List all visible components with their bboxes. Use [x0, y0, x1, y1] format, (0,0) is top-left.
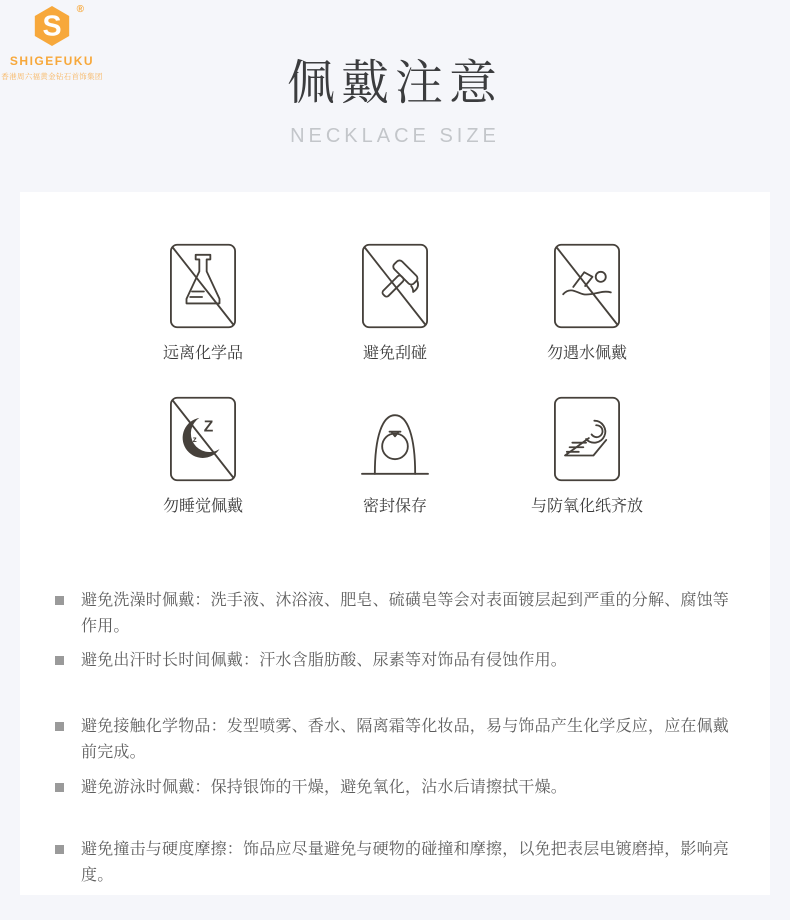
note-text: 避免游泳时佩戴：保持银饰的干燥，避免氧化，沾水后请擦拭干燥。: [81, 779, 568, 796]
icon-label: 勿睡觉佩戴: [162, 498, 243, 515]
section-header: [0, 44, 790, 148]
note-item: [55, 588, 745, 640]
note-item: [55, 775, 745, 801]
icon-label: 远离化学品: [162, 345, 243, 362]
brand-name: SHIGEFUKU: [9, 54, 95, 68]
icon-cell-no-scratch: [299, 242, 491, 365]
icon-cell-no-sleep: [107, 395, 299, 518]
no-chemicals-icon: [168, 242, 238, 330]
icon-cell-anti-oxidation-paper: [491, 395, 683, 518]
note-text: 避免出汗时长时间佩戴：汗水含脂肪酸、尿素等对饰品有侵蚀作用。: [81, 652, 568, 669]
logo-hexagon-icon: [32, 4, 84, 47]
icon-label: 与防氧化纸齐放: [530, 498, 643, 515]
note-item: [55, 837, 745, 889]
care-card: [20, 192, 770, 895]
bullet-marker-icon: [55, 656, 64, 665]
logo-letter: S: [42, 10, 62, 43]
icon-label: 避免刮碰: [362, 345, 427, 362]
note-item: [55, 714, 745, 766]
icon-label: 密封保存: [362, 498, 427, 515]
page-title: 佩戴注意: [286, 57, 503, 110]
icon-cell-no-water: [491, 242, 683, 365]
registered-mark-icon: ®: [76, 4, 84, 15]
z-small-glyph: z: [192, 434, 197, 444]
bullet-marker-icon: [55, 845, 64, 854]
note-text: 避免撞击与硬度摩擦：饰品应尽量避免与硬物的碰撞和摩擦，以免把表层电镀磨掉，影响亮度。: [81, 841, 730, 884]
note-text: 避免接触化学物品：发型喷雾、香水、隔离霜等化妆品，易与饰品产生化学反应，应在佩戴前完成。: [81, 718, 730, 761]
sealed-storage-icon: [360, 395, 430, 483]
no-sleep-icon: [168, 395, 238, 483]
icon-label: 勿遇水佩戴: [546, 345, 627, 362]
care-notes-list: [55, 588, 745, 889]
no-water-icon: [552, 242, 622, 330]
z-large-glyph: Z: [203, 418, 214, 436]
bullet-marker-icon: [55, 783, 64, 792]
anti-oxidation-paper-icon: [552, 395, 622, 483]
bullet-marker-icon: [55, 722, 64, 731]
icon-cell-no-chemicals: [107, 242, 299, 365]
note-text: 避免洗澡时佩戴：洗手液、沐浴液、肥皂、硫磺皂等会对表面镀层起到严重的分解、腐蚀等作用。: [81, 592, 730, 635]
bullet-marker-icon: [55, 596, 64, 605]
no-scratch-icon: [360, 242, 430, 330]
note-item: [55, 648, 745, 674]
page-subtitle: NECKLACE SIZE: [290, 125, 500, 147]
brand-subtitle: 香港周六福黄金钻石首饰集团: [1, 72, 103, 81]
icon-grid-row-2: [20, 395, 770, 518]
icon-grid-row-1: [20, 192, 770, 365]
icon-cell-sealed-storage: [299, 395, 491, 518]
